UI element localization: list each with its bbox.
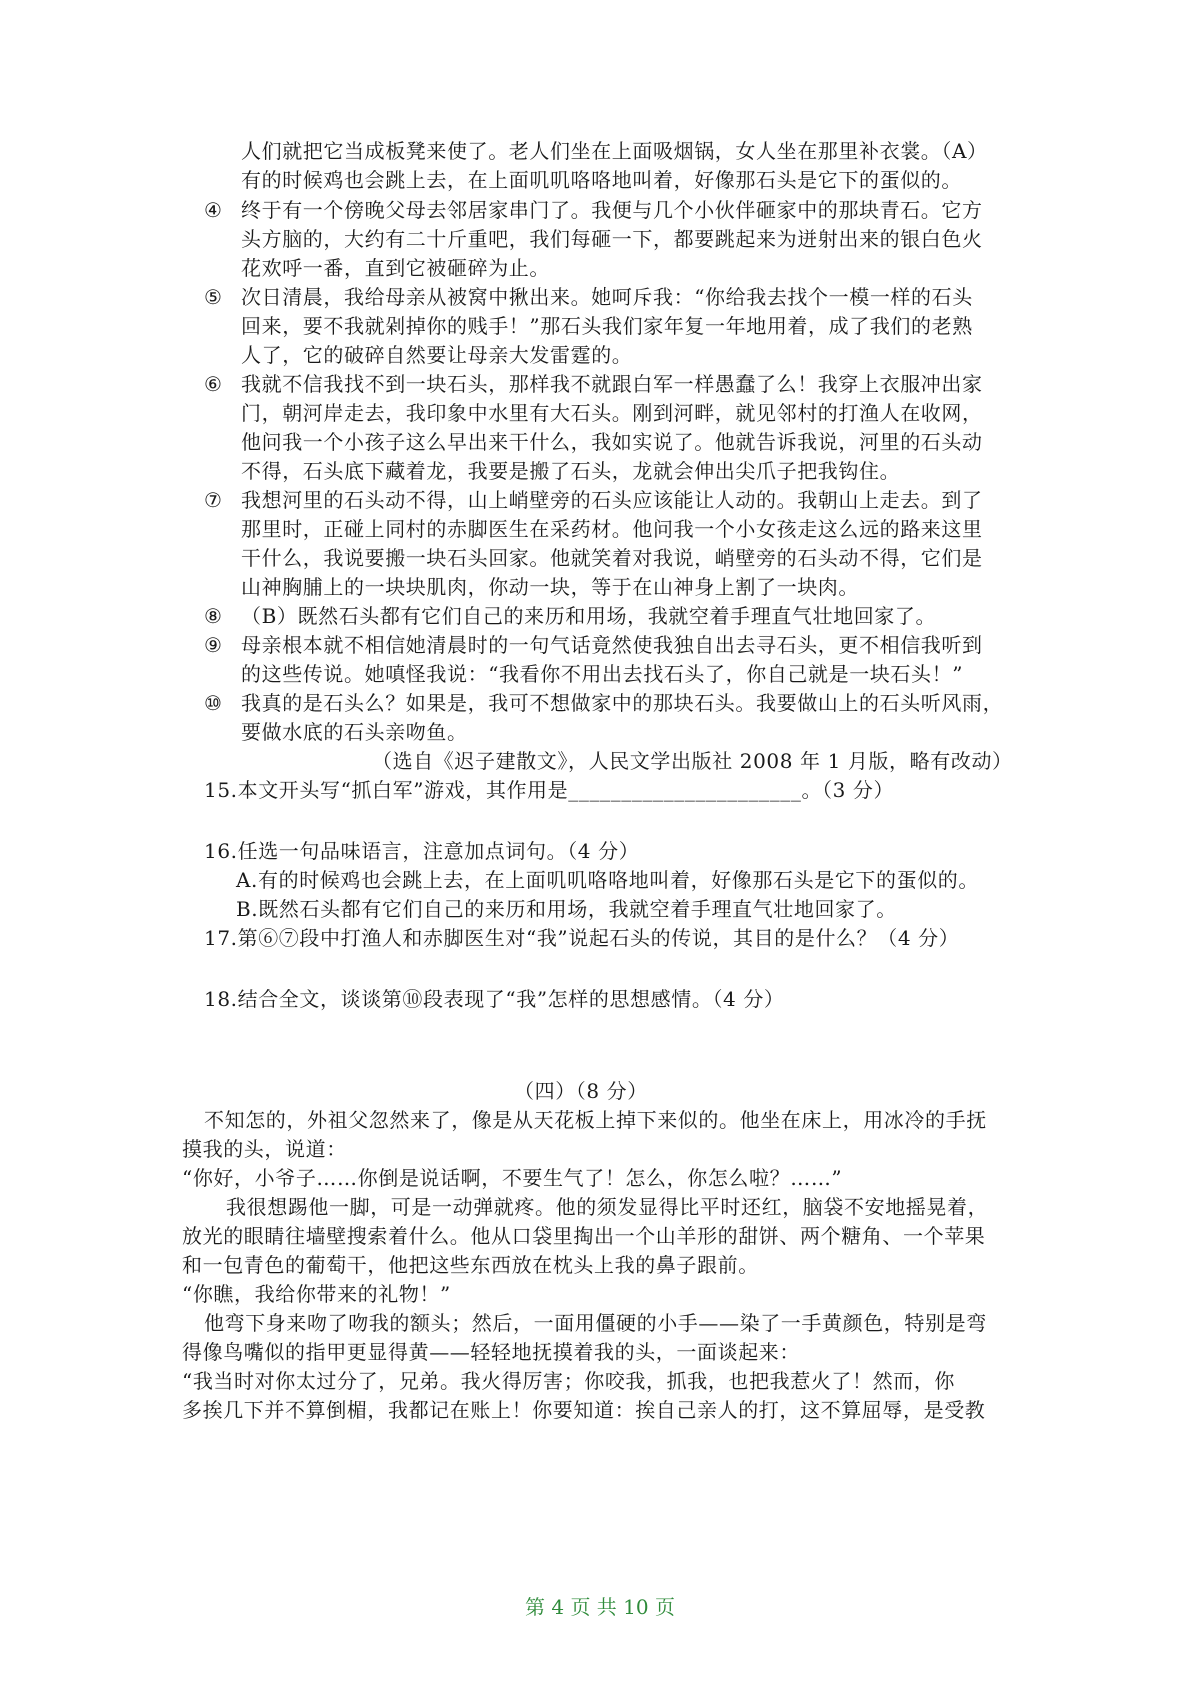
text-line: （B）既然石头都有它们自己的来历和用场，我就空着手理直气壮地回家了。: [241, 604, 937, 628]
text-line: 次日清晨，我给母亲从被窝中揪出来。她呵斥我：“你给我去找个一模一样的石头: [241, 285, 973, 309]
text-line: “你瞧，我给你带来的礼物！”: [182, 1282, 451, 1306]
question-16-option-a: A.有的时候鸡也会跳上去，在上面叽叽咯咯地叫着，好像那石头是它下的蛋似的。: [236, 868, 979, 892]
text-line: 他弯下身来吻了吻我的额头；然后，一面用僵硬的小手——染了一手黄颜色，特别是弯: [204, 1311, 987, 1335]
text-line: 人了，它的破碎自然要让母亲大发雷霆的。: [241, 343, 633, 367]
text-line: 要做水底的石头亲吻鱼。: [241, 720, 468, 744]
text-line: 有的时候鸡也会跳上去，在上面叽叽咯咯地叫着，好像那石头是它下的蛋似的。: [241, 168, 962, 192]
text-line: 不知怎的，外祖父忽然来了，像是从天花板上掉下来似的。他坐在床上，用冰冷的手抚: [204, 1108, 987, 1132]
text-line: 门，朝河岸走去，我印象中水里有大石头。刚到河畔，就见邻村的打渔人在收网，: [241, 401, 983, 425]
paragraph-number: ⑤: [204, 285, 222, 309]
paragraph-number: ⑥: [204, 372, 222, 396]
text-line: 放光的眼睛往墙壁搜索着什么。他从口袋里掏出一个山羊形的甜饼、两个糖角、一个苹果: [182, 1224, 986, 1248]
text-line: 多挨几下并不算倒楣，我都记在账上！你要知道：挨自己亲人的打，这不算屈辱，是受教: [182, 1398, 986, 1422]
paragraph-number: ⑨: [204, 633, 222, 657]
text-line: 山神胸脯上的一块块肌肉，你动一块，等于在山神身上割了一块肉。: [241, 575, 859, 599]
text-line: 他问我一个小孩子这么早出来干什么，我如实说了。他就告诉我说，河里的石头动: [241, 430, 983, 454]
text-line: 花欢呼一番，直到它被砸碎为止。: [241, 256, 550, 280]
text-line: 头方脑的，大约有二十斤重吧，我们每砸一下，都要跳起来为迸射出来的银白色火: [241, 227, 983, 251]
question-16-option-b: B.既然石头都有它们自己的来历和用场，我就空着手理直气壮地回家了。: [236, 897, 897, 921]
text-line: 我真的是石头么？如果是，我可不想做家中的那块石头。我要做山上的石头听风雨，: [241, 691, 1004, 715]
text-line: 我就不信我找不到一块石头，那样我不就跟白军一样愚蠢了么！我穿上衣服冲出家: [241, 372, 983, 396]
paragraph-number: ⑧: [204, 604, 222, 628]
paragraph-number: ⑩: [204, 691, 222, 715]
text-line: 干什么，我说要搬一块石头回家。他就笑着对我说，峭壁旁的石头动不得，它们是: [241, 546, 983, 570]
text-line: 我很想踢他一脚，可是一动弹就疼。他的须发显得比平时还红，脑袋不安地摇晃着，: [226, 1195, 989, 1219]
text-line: 摸我的头，说道：: [182, 1137, 347, 1161]
question-15: 15.本文开头写“抓白军”游戏，其作用是______________________。（3 分）: [204, 778, 895, 802]
text-line: 和一包青色的葡萄干，他把这些东西放在枕头上我的鼻子跟前。: [182, 1253, 759, 1277]
text-line: 不得，石头底下藏着龙，我要是搬了石头，龙就会伸出尖爪子把我钩住。: [241, 459, 901, 483]
text-line: 终于有一个傍晚父母去邻居家串门了。我便与几个小伙伴砸家中的那块青石。它方: [241, 198, 983, 222]
text-line: 母亲根本就不相信她清晨时的一句气话竟然使我独自出去寻石头，更不相信我听到: [241, 633, 983, 657]
question-16: 16.任选一句品味语言，注意加点词句。（4 分）: [204, 839, 640, 863]
text-line: 的这些传说。她嗔怪我说：“我看你不用出去找石头了，你自己就是一块石头！”: [241, 662, 964, 686]
text-line: 那里时，正碰上同村的赤脚医生在采药材。他问我一个小女孩走这么远的路来这里: [241, 517, 983, 541]
text-line: “我当时对你太过分了，兄弟。我火得厉害；你咬我，抓我，也把我惹火了！然而，你: [182, 1369, 956, 1393]
text-line: 得像鸟嘴似的指甲更显得黄——轻轻地抚摸着我的头，一面谈起来：: [182, 1340, 800, 1364]
question-17: 17.第⑥⑦段中打渔人和赤脚医生对“我”说起石头的传说，其目的是什么？（4 分）: [204, 926, 960, 950]
source-citation: （选自《迟子建散文》，人民文学出版社 2008 年 1 月版，略有改动）: [372, 749, 1013, 773]
text-line: 回来，要不我就剁掉你的贱手！”那石头我们家年复一年地用着，成了我们的老熟: [241, 314, 973, 338]
text-line: 我想河里的石头动不得，山上峭壁旁的石头应该能让人动的。我朝山上走去。到了: [241, 488, 983, 512]
paragraph-number: ⑦: [204, 488, 222, 512]
question-18: 18.结合全文，谈谈第⑩段表现了“我”怎样的思想感情。（4 分）: [204, 987, 785, 1011]
text-line: “你好，小爷子……你倒是说话啊，不要生气了！怎么，你怎么啦？……”: [182, 1166, 843, 1190]
paragraph-number: ④: [204, 198, 222, 222]
page-footer: 第 4 页 共 10 页: [525, 1595, 675, 1619]
section-heading: （四）（8 分）: [514, 1079, 648, 1103]
text-line: 人们就把它当成板凳来使了。老人们坐在上面吸烟锅，女人坐在那里补衣裳。（A）: [241, 139, 988, 163]
